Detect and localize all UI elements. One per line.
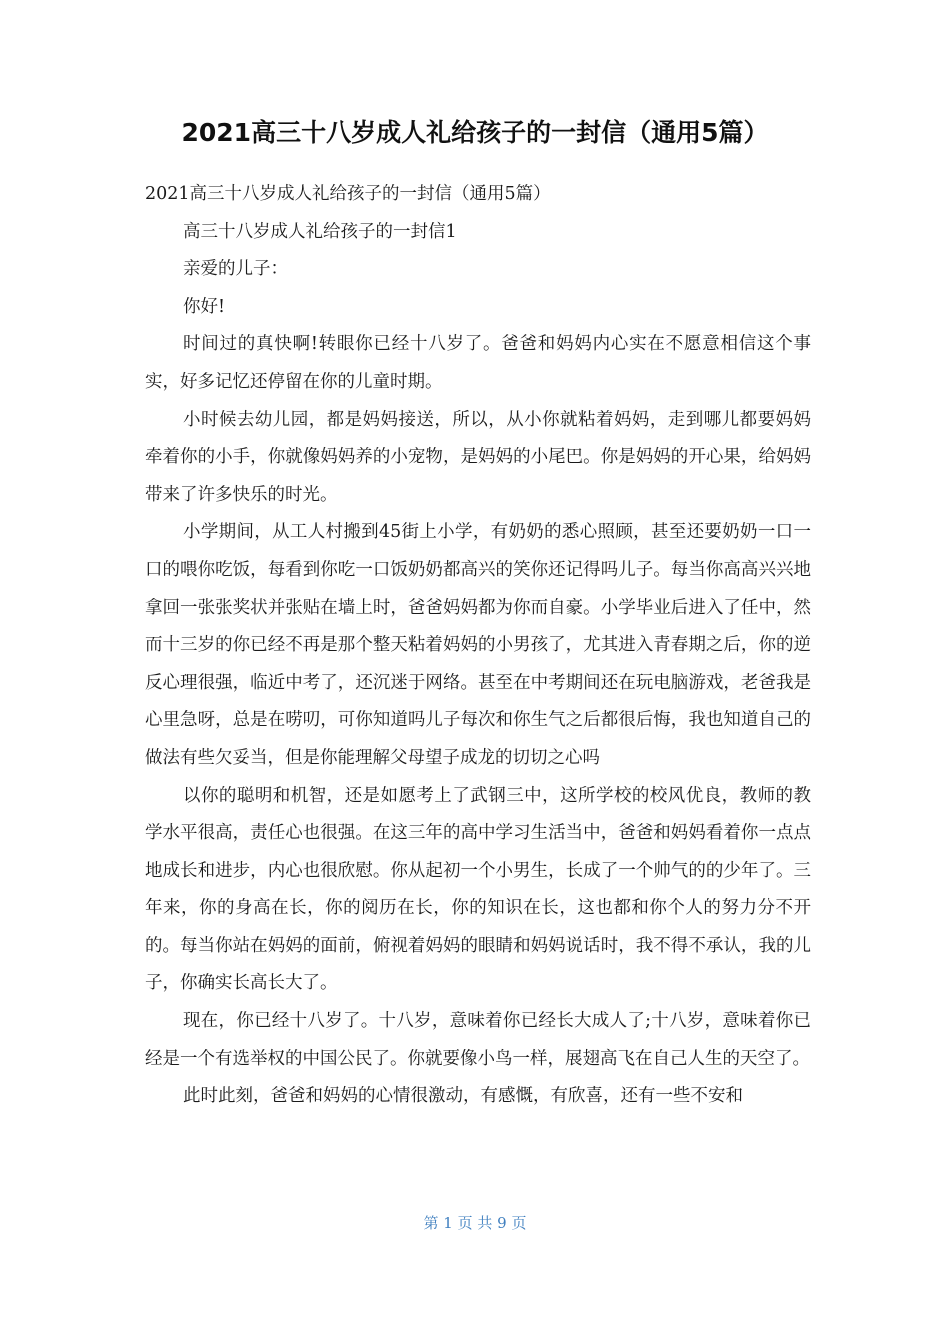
document-body <box>145 176 811 1116</box>
document-title: 2021高三十八岁成人礼给孩子的一封信（通用5篇） <box>181 118 769 147</box>
greeting: 你好! <box>183 296 226 317</box>
paragraph: 小时候去幼儿园，都是妈妈接送，所以，从小你就粘着妈妈，走到哪儿都要妈妈牵着你的小手，你就像妈妈养的小宠物，是妈妈的小尾巴。你是妈妈的开心果，给妈妈带来了许多快乐的时光。 <box>145 409 811 505</box>
page-number-footer: 第 1 页 共 9 页 <box>423 1214 527 1232</box>
paragraph: 以你的聪明和机智，还是如愿考上了武钢三中，这所学校的校风优良，教师的教学水平很高，责任心也很强。在这三年的高中学习生活当中，爸爸和妈妈看着你一点点地成长和进步，内心也很欣慰。你从起初一个小男生，长成了一个帅气的的少年了。三年来，你的身高在长，你的阅历在长，你的知识在长，这也都和你个人的努力分不开的。每当你站在妈妈的面前，俯视着妈妈的眼睛和妈妈说话时，我不得不承认，我的儿子，你确实长高长大了。 <box>145 785 811 994</box>
paragraph: 此时此刻，爸爸和妈妈的心情很激动，有感慨，有欣喜，还有一些不安和 <box>183 1086 743 1107</box>
document-subtitle: 2021高三十八岁成人礼给孩子的一封信（通用5篇） <box>145 184 551 204</box>
paragraph: 时间过的真快啊!转眼你已经十八岁了。爸爸和妈妈内心实在不愿意相信这个事实，好多记忆还停留在你的儿童时期。 <box>145 334 811 392</box>
paragraph: 现在，你已经十八岁了。十八岁，意味着你已经长大成人了;十八岁，意味着你已经是一个有选举权的中国公民了。你就要像小鸟一样，展翅高飞在自己人生的天空了。 <box>145 1011 811 1069</box>
section-heading: 高三十八岁成人礼给孩子的一封信1 <box>183 221 457 242</box>
paragraph: 小学期间，从工人村搬到45街上小学，有奶奶的悉心照顾，甚至还要奶奶一口一口的喂你吃饭，每看到你吃一口饭奶奶都高兴的笑你还记得吗儿子。每当你高高兴兴地拿回一张张奖状并张贴在墙上时，爸爸妈妈都为你而自豪。小学毕业后进入了任中，然而十三岁的你已经不再是那个整天粘着妈妈的小男孩了，尤其进入青春期之后，你的逆反心理很强，临近中考了，还沉迷于网络。甚至在中考期间还在玩电脑游戏，老爸我是心里急呀，总是在唠叨，可你知道吗儿子每次和你生气之后都很后悔，我也知道自己的做法有些欠妥当，但是你能理解父母望子成龙的切切之心吗 <box>145 522 811 768</box>
salutation: 亲爱的儿子： <box>183 259 288 280</box>
